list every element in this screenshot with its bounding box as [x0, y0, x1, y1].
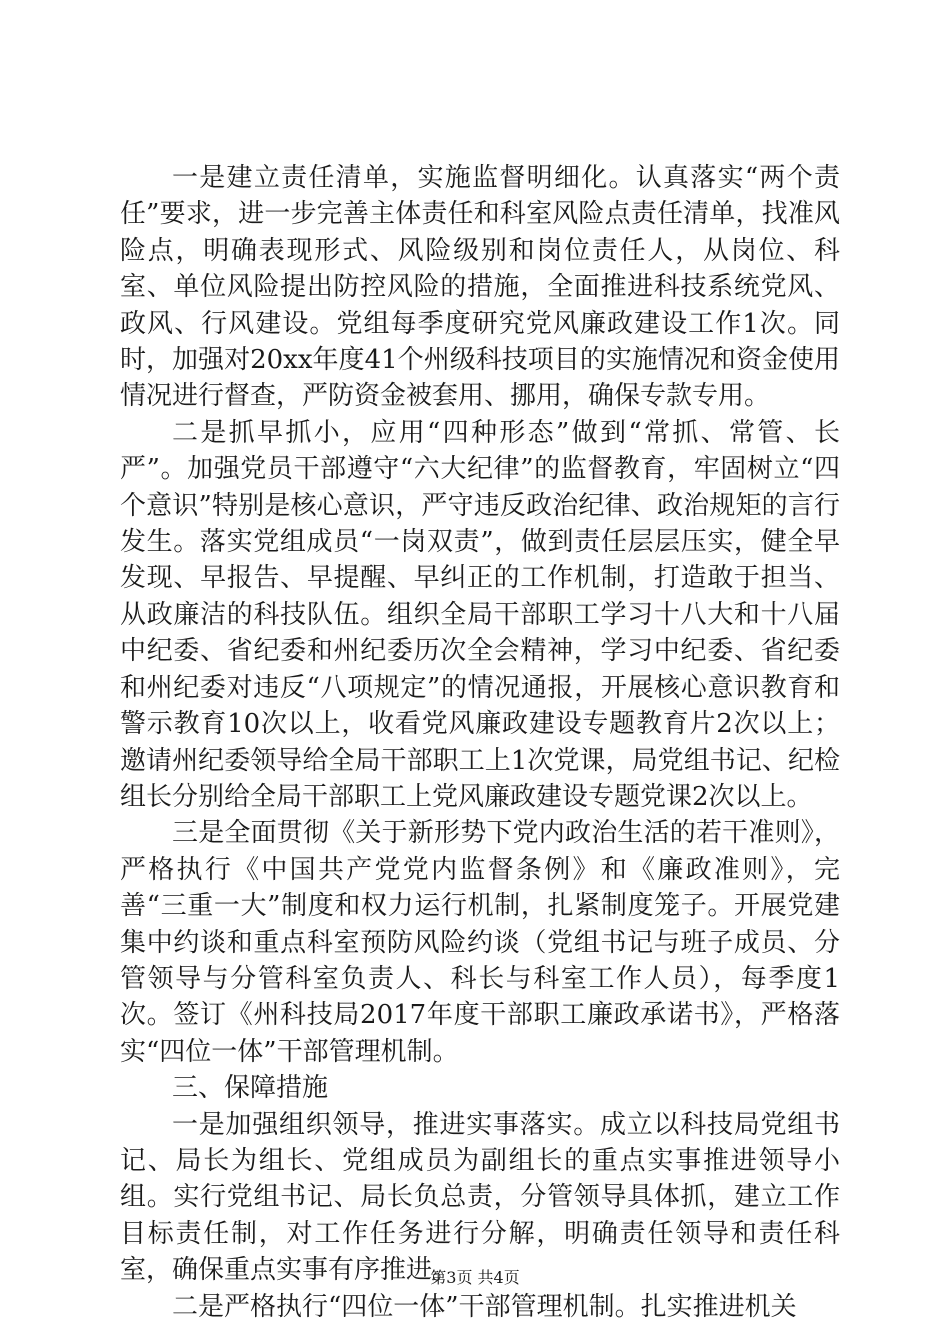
page-footer: 第3页 共4页 [430, 1268, 520, 1287]
paragraph-5: 二是严格执行“四位一体”干部管理机制。扎实推进机关 [172, 1291, 797, 1322]
section-heading: 三、保障措施 [172, 1073, 329, 1104]
document-body [120, 160, 840, 1325]
paragraph-2: 二是抓早抓小，应用“四种形态”做到“常抓、常管、长严”。加强党员干部遵守“六大纪律”的监督教育，牢固树立“四个意识”特别是核心意识，严守违反政治纪律、政治规矩的言行发生。落实党组成员“一岗双责”，做到责任层层压实，健全早发现、早报告、早提醒、早纠正的工作机制，打造敢于担当、从政廉洁的科技队伍。组织全局干部职工学习十八大和十八届中纪委、省纪委和州纪委历次全会精神，学习中纪委、省纪委和州纪委对违反“八项规定”的情况通报，开展核心意识教育和警示教育10次以上，收看党风廉政建设专题教育片2次以上；邀请州纪委领导给全局干部职工上1次党课，局党组书记、纪检组长分别给全局干部职工上党风廉政建设专题党课2次以上。 [120, 417, 840, 812]
paragraph-1: 一是建立责任清单，实施监督明细化。认真落实“两个责任”要求，进一步完善主体责任和科室风险点责任清单，找准风险点，明确表现形式、风险级别和岗位责任人，从岗位、科室、单位风险提出防控风险的措施，全面推进科技系统党风、政风、行风建设。党组每季度研究党风廉政建设工作1次。同时，加强对20xx年度41个州级科技项目的实施情况和资金使用情况进行督查，严防资金被套用、挪用，确保专款专用。 [120, 163, 840, 412]
paragraph-4: 一是加强组织领导，推进实事落实。成立以科技局党组书记、局长为组长、党组成员为副组长的重点实事推进领导小组。实行党组书记、局长负总责，分管领导具体抓，建立工作目标责任制，对工作任务进行分解，明确责任领导和责任科室，确保重点实事有序推进。 [120, 1109, 840, 1286]
paragraph-3: 三是全面贯彻《关于新形势下党内政治生活的若干准则》，严格执行《中国共产党党内监督条例》和《廉政准则》，完善“三重一大”制度和权力运行机制，扎紧制度笼子。开展党建集中约谈和重点科室预防风险约谈（党组书记与班子成员、分管领导与分管科室负责人、科长与科室工作人员），每季度1次。签订《州科技局2017年度干部职工廉政承诺书》，严格落实“四位一体”干部管理机制。 [120, 818, 840, 1067]
